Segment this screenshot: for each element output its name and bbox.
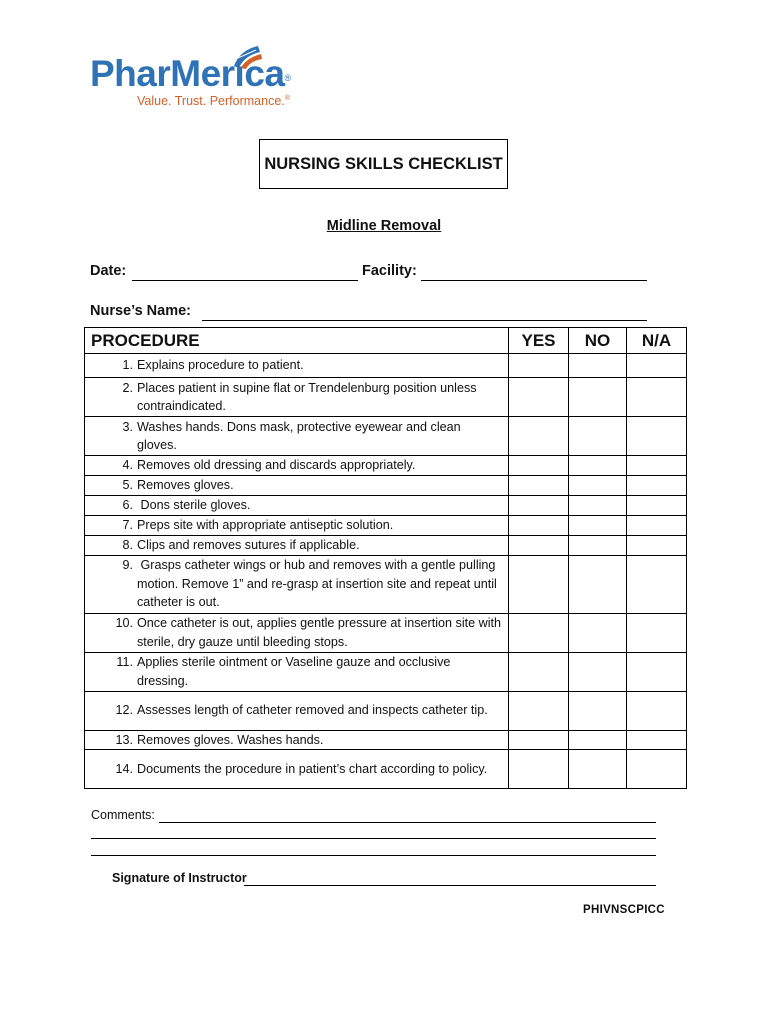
item-text: Documents the procedure in patient’s chart according to policy.: [137, 761, 488, 776]
no-checkbox-cell[interactable]: [569, 378, 627, 417]
table-row: [85, 691, 687, 730]
checklist-table: [84, 327, 687, 789]
na-checkbox-cell[interactable]: [627, 652, 687, 691]
date-label: Date:: [90, 263, 127, 279]
item-number: 13.: [115, 732, 133, 747]
table-row: [85, 750, 687, 789]
procedure-cell: [85, 476, 509, 496]
no-checkbox-cell[interactable]: [569, 555, 627, 613]
procedure-cell: [85, 555, 509, 613]
logo-brand-text: PharMerica®: [90, 53, 291, 94]
procedure-cell: [85, 495, 509, 515]
comments-line-3[interactable]: [91, 855, 656, 856]
procedure-cell: [85, 750, 509, 789]
item-text: Applies sterile ointment or Vaseline gauze and occlusive dressing.: [137, 655, 454, 688]
procedure-cell: [85, 515, 509, 535]
na-checkbox-cell[interactable]: [627, 515, 687, 535]
nurse-name-field[interactable]: [202, 320, 647, 321]
item-number: 4.: [122, 458, 133, 473]
item-text: Once catheter is out, applies gentle pressure at insertion site with sterile, dry gauze until bleeding stops.: [137, 616, 505, 649]
table-row: [85, 378, 687, 417]
table-row: [85, 535, 687, 555]
date-field[interactable]: [132, 280, 358, 281]
yes-checkbox-cell[interactable]: [509, 535, 569, 555]
item-text: Removes old dressing and discards appropriately.: [137, 458, 416, 473]
yes-checkbox-cell[interactable]: [509, 613, 569, 652]
yes-checkbox-cell[interactable]: [509, 495, 569, 515]
item-number: 5.: [122, 478, 133, 492]
no-checkbox-cell[interactable]: [569, 417, 627, 456]
no-checkbox-cell[interactable]: [569, 476, 627, 496]
no-checkbox-cell[interactable]: [569, 691, 627, 730]
yes-checkbox-cell[interactable]: [509, 750, 569, 789]
comments-line-1[interactable]: [159, 822, 656, 823]
table-row: [85, 354, 687, 378]
no-header: NO: [569, 328, 627, 354]
table-row: [85, 495, 687, 515]
procedure-cell: [85, 652, 509, 691]
document-subtitle: Midline Removal: [326, 218, 442, 234]
table-row: [85, 417, 687, 456]
no-checkbox-cell[interactable]: [569, 750, 627, 789]
item-text: Assesses length of catheter removed and inspects catheter tip.: [137, 703, 488, 718]
procedure-cell: [85, 730, 509, 750]
signature-line[interactable]: [244, 885, 656, 886]
comments-label: Comments:: [91, 808, 155, 822]
item-number: 3.: [122, 419, 133, 434]
procedure-cell: [85, 456, 509, 476]
na-header: N/A: [627, 328, 687, 354]
na-checkbox-cell[interactable]: [627, 535, 687, 555]
yes-checkbox-cell[interactable]: [509, 456, 569, 476]
item-number: 7.: [122, 517, 133, 532]
yes-checkbox-cell[interactable]: [509, 691, 569, 730]
no-checkbox-cell[interactable]: [569, 652, 627, 691]
item-text: Preps site with appropriate antiseptic solution.: [137, 517, 394, 532]
na-checkbox-cell[interactable]: [627, 354, 687, 378]
na-checkbox-cell[interactable]: [627, 750, 687, 789]
na-checkbox-cell[interactable]: [627, 691, 687, 730]
yes-checkbox-cell[interactable]: [509, 354, 569, 378]
yes-header: YES: [509, 328, 569, 354]
no-checkbox-cell[interactable]: [569, 456, 627, 476]
procedure-cell: [85, 417, 509, 456]
no-checkbox-cell[interactable]: [569, 495, 627, 515]
na-checkbox-cell[interactable]: [627, 378, 687, 417]
table-row: [85, 730, 687, 750]
no-checkbox-cell[interactable]: [569, 354, 627, 378]
na-checkbox-cell[interactable]: [627, 417, 687, 456]
table-row: [85, 515, 687, 535]
no-checkbox-cell[interactable]: [569, 535, 627, 555]
pharmerica-logo: [90, 44, 310, 114]
item-number: 14.: [115, 761, 133, 776]
item-number: 9.: [122, 558, 133, 573]
item-number: 2.: [122, 380, 133, 395]
na-checkbox-cell[interactable]: [627, 730, 687, 750]
yes-checkbox-cell[interactable]: [509, 555, 569, 613]
table-row: [85, 456, 687, 476]
nurse-name-label: Nurse’s Name:: [90, 303, 192, 319]
procedure-header: PROCEDURE: [85, 328, 509, 354]
procedure-cell: [85, 691, 509, 730]
form-code: PHIVNSCPICC: [583, 904, 665, 916]
item-number: 10.: [115, 616, 133, 630]
facility-field[interactable]: [421, 280, 647, 281]
yes-checkbox-cell[interactable]: [509, 417, 569, 456]
procedure-cell: [85, 613, 509, 652]
table-row: [85, 476, 687, 496]
facility-label: Facility:: [362, 263, 417, 279]
na-checkbox-cell[interactable]: [627, 456, 687, 476]
procedure-cell: [85, 378, 509, 417]
item-number: 6.: [122, 497, 133, 512]
na-checkbox-cell[interactable]: [627, 555, 687, 613]
item-text: Explains procedure to patient.: [137, 358, 304, 373]
yes-checkbox-cell[interactable]: [509, 476, 569, 496]
comments-line-2[interactable]: [91, 838, 656, 839]
yes-checkbox-cell[interactable]: [509, 378, 569, 417]
item-text: Grasps catheter wings or hub and removes with a gentle pulling motion. Remove 1” and re-grasp at insertion site and repeat until catheter is out.: [137, 558, 501, 610]
yes-checkbox-cell[interactable]: [509, 730, 569, 750]
procedure-cell: [85, 354, 509, 378]
table-row: [85, 613, 687, 652]
item-number: 1.: [122, 358, 133, 373]
item-number: 11.: [116, 655, 133, 669]
table-row: [85, 652, 687, 691]
item-number: 8.: [122, 537, 133, 552]
item-number: 12.: [115, 703, 133, 718]
no-checkbox-cell[interactable]: [569, 613, 627, 652]
table-header-row: [85, 328, 687, 354]
item-text: Removes gloves.: [137, 478, 234, 492]
logo-tagline: Value. Trust. Performance.®: [137, 94, 290, 108]
na-checkbox-cell[interactable]: [627, 613, 687, 652]
item-text: Places patient in supine flat or Trendelenburg position unless contraindicated.: [137, 380, 481, 413]
no-checkbox-cell[interactable]: [569, 515, 627, 535]
signature-label: Signature of Instructor: [112, 871, 247, 885]
item-text: Washes hands. Dons mask, protective eyewear and clean gloves.: [137, 419, 465, 452]
no-checkbox-cell[interactable]: [569, 730, 627, 750]
procedure-cell: [85, 535, 509, 555]
document-title: NURSING SKILLS CHECKLIST: [259, 139, 508, 189]
na-checkbox-cell[interactable]: [627, 495, 687, 515]
table-row: [85, 555, 687, 613]
yes-checkbox-cell[interactable]: [509, 515, 569, 535]
na-checkbox-cell[interactable]: [627, 476, 687, 496]
yes-checkbox-cell[interactable]: [509, 652, 569, 691]
item-text: Clips and removes sutures if applicable.: [137, 537, 360, 552]
item-text: Dons sterile gloves.: [137, 497, 251, 512]
item-text: Removes gloves. Washes hands.: [137, 732, 324, 747]
